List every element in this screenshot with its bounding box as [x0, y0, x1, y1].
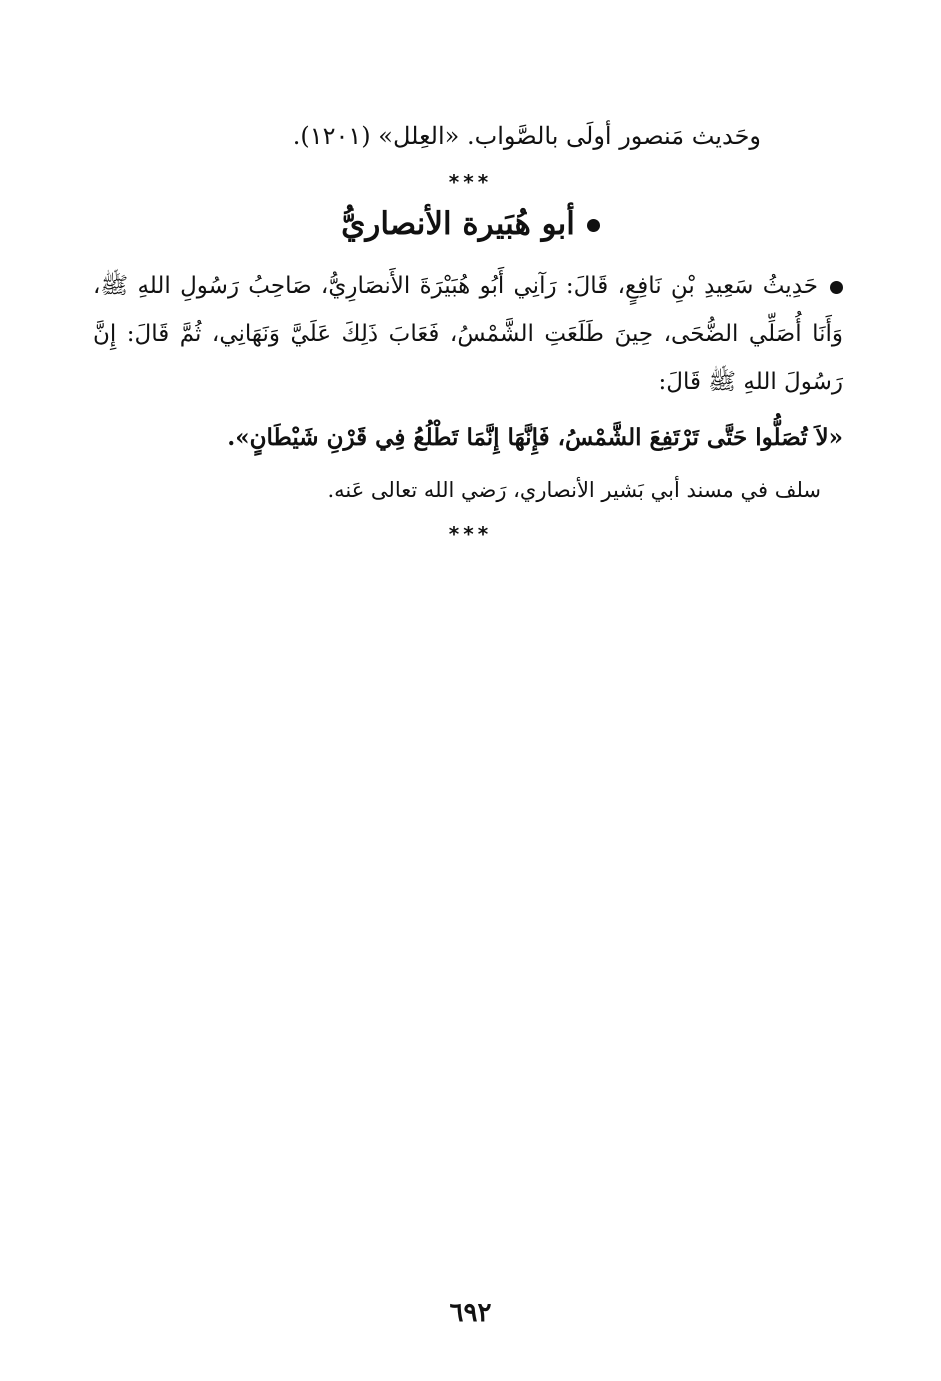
section-heading-text: أبو هُبَيرة الأنصاريُّ [341, 206, 575, 242]
hadith-paragraph [93, 262, 843, 406]
lead-paragraph: وحَديث مَنصور أولَى بالصَّواب. «العِلل» (١٢٠١). [292, 122, 761, 150]
page-number: ٦٩٢ [449, 1298, 492, 1328]
cross-reference-note: سلف في مسند أبي بَشير الأنصاري، رَضي الله تعالى عَنه. [327, 478, 821, 502]
hadith-text: حَدِيثُ سَعِيدِ بْنِ نَافِعٍ، قَالَ: رَآنِي أَبُو هُبَيْرَةَ الأَنصَارِيُّ، صَاحِبُ رَسُولِ اللهِ ﷺ، وَأَنَا أُصَلِّي الضُّحَى، حِينَ طَلَعَتِ الشَّمْسُ، فَعَابَ ذَلِكَ عَلَيَّ وَنَهَانِي، ثُمَّ قَالَ: إِنَّ رَسُولَ اللهِ ﷺ قَالَ: [93, 273, 843, 395]
section-heading [0, 206, 941, 242]
prophetic-quote: «لاَ تُصَلُّوا حَتَّى تَرْتَفِعَ الشَّمْسُ، فَإِنَّهَا إِنَّمَا تَطْلُعُ فِي قَرْنِ شَيْطَانٍ». [227, 424, 843, 451]
separator-stars-top: *** [448, 170, 493, 194]
separator-stars-bottom: *** [448, 522, 493, 546]
bullet-icon [587, 219, 600, 232]
bullet-icon [830, 281, 843, 294]
